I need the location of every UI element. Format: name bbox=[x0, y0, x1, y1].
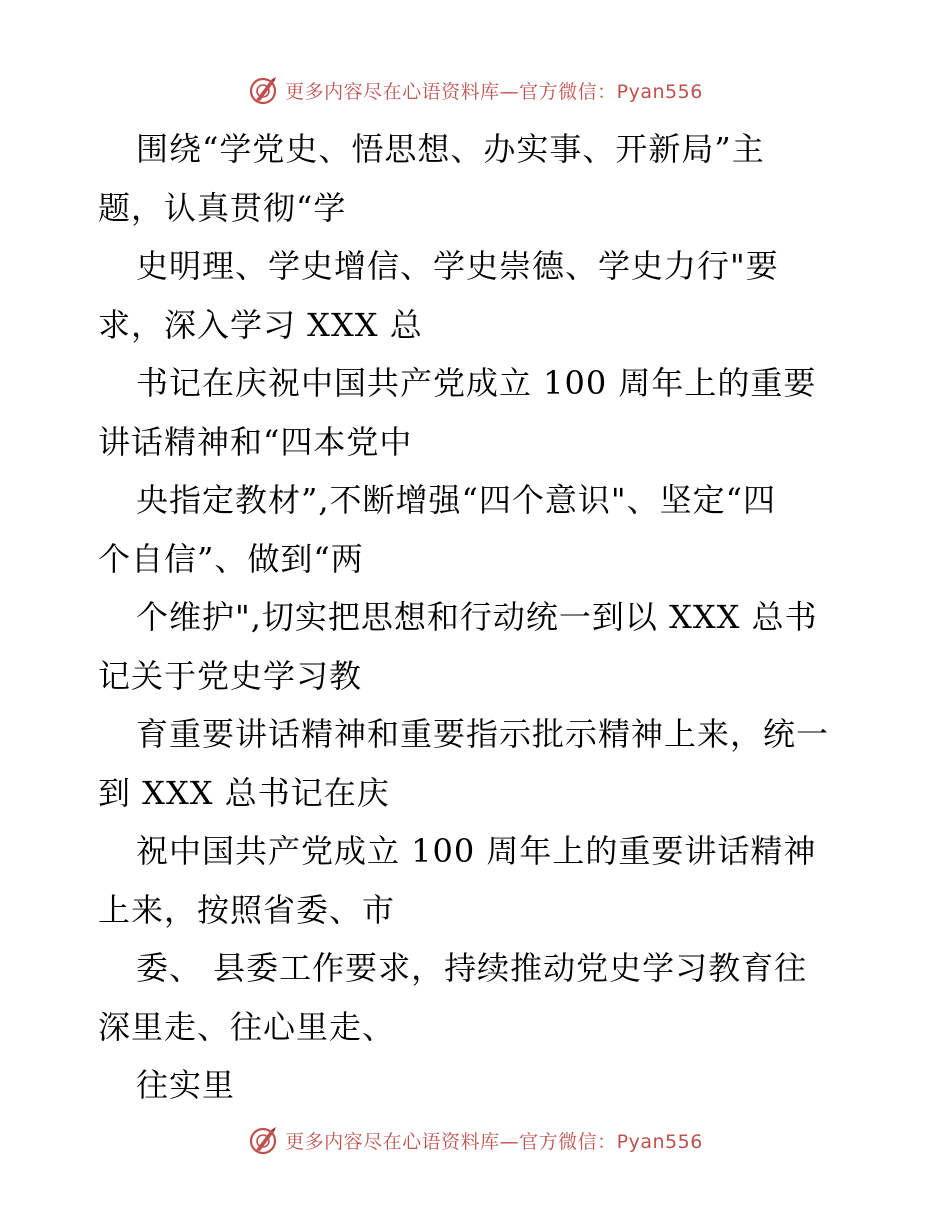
paragraph-line: 到 XXX 总书记在庆 bbox=[98, 773, 390, 812]
paragraph-line: 深里走、往心里走、 bbox=[98, 1007, 396, 1046]
paragraph-line: 委、 县委工作要求，持续推动党史学习教育往 bbox=[136, 949, 808, 987]
quill-pen-logo-icon bbox=[247, 1124, 279, 1156]
paragraph-line: 史明理、学史增信、学史崇德、学史力行"要 bbox=[136, 247, 779, 285]
banner-text: 更多内容尽在心语资料库—官方微信：Pyan556 bbox=[285, 1130, 703, 1153]
header-banner bbox=[0, 70, 950, 110]
paragraph-line: 往实里 bbox=[136, 1066, 236, 1104]
banner-text: 更多内容尽在心语资料库—官方微信：Pyan556 bbox=[285, 80, 703, 103]
paragraph-line: 讲话精神和“四本党中 bbox=[98, 422, 413, 461]
paragraph-line: 书记在庆祝中国共产党成立 100 周年上的重要 bbox=[136, 364, 817, 402]
paragraph-line: 祝中国共产党成立 100 周年上的重要讲话精神 bbox=[136, 832, 817, 870]
paragraph-line: 个维护",切实把思想和行动统一到以 XXX 总书 bbox=[136, 598, 818, 636]
paragraph-line: 个自信”、做到“两 bbox=[98, 539, 364, 578]
paragraph-line: 围绕“学党史、悟思想、办实事、开新局”主 bbox=[136, 130, 765, 168]
quill-pen-logo-icon bbox=[247, 74, 279, 106]
paragraph-line: 记关于党史学习教 bbox=[98, 656, 363, 695]
paragraph-line: 上来，按照省委、市 bbox=[98, 890, 396, 929]
paragraph-line: 题，认真贯彻“学 bbox=[98, 188, 347, 227]
paragraph-line: 育重要讲话精神和重要指示批示精神上来，统一 bbox=[136, 715, 830, 753]
paragraph-line: 求，深入学习 XXX 总 bbox=[98, 305, 423, 344]
footer-banner bbox=[0, 1120, 950, 1160]
document-body bbox=[98, 120, 868, 1115]
paragraph-line: 央指定教材”,不断增强“四个意识"、坚定“四 bbox=[136, 481, 776, 519]
